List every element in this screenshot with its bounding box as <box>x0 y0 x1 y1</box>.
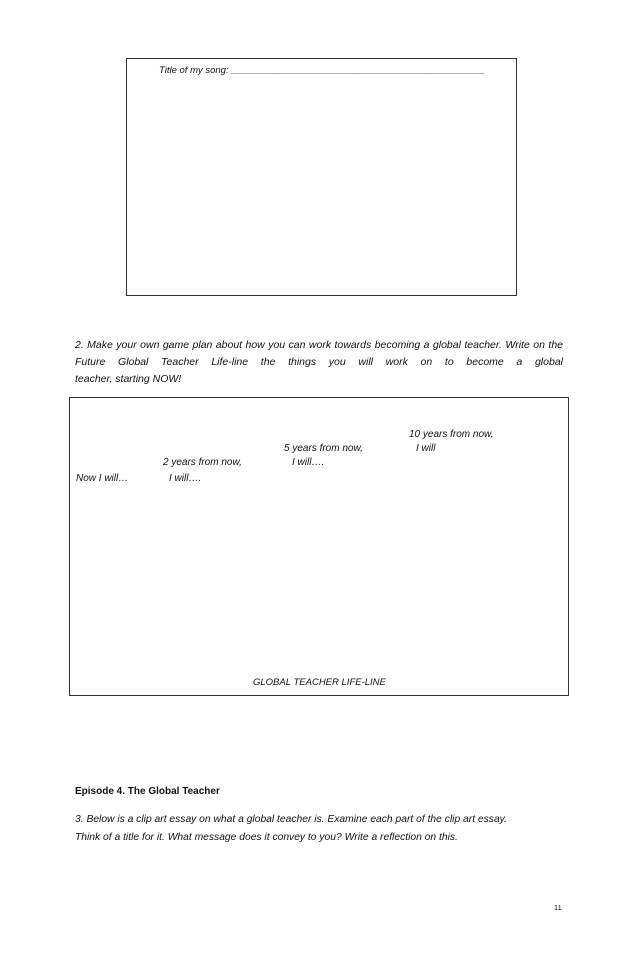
lifeline-caption: GLOBAL TEACHER LIFE-LINE <box>253 677 386 688</box>
now-label: Now I will… <box>76 473 129 484</box>
lifeline-box <box>69 397 569 696</box>
page-number: 11 <box>554 903 562 912</box>
song-box <box>126 58 517 296</box>
five-years-will: I will…. <box>292 457 325 468</box>
episode-heading: Episode 4. The Global Teacher <box>75 786 220 797</box>
five-years-label: 5 years from now, <box>284 443 363 454</box>
item2-line3: teacher, starting NOW! <box>75 373 182 385</box>
ten-years-label: 10 years from now, <box>409 429 494 440</box>
item2-line1: 2. Make your own game plan about how you can work towards becoming a global teacher. <box>75 339 502 351</box>
song-title-label[interactable]: Title of my song: ________________________________________________ <box>159 65 485 76</box>
item2-instructions <box>75 337 563 388</box>
two-years-label: 2 years from now, <box>163 457 242 468</box>
item3-line2: Think of a title for it. What message does it convey to you? Write a reflection on this. <box>75 832 458 843</box>
item3-line1: 3. Below is a clip art essay on what a global teacher is. Examine each part of the clip art essay. <box>75 814 507 825</box>
two-years-will: I will…. <box>169 473 202 484</box>
item2-line2: Write on the Future Global Teacher Life-line the things you will work on to become a global <box>75 339 564 368</box>
ten-years-will: I will <box>416 443 436 454</box>
